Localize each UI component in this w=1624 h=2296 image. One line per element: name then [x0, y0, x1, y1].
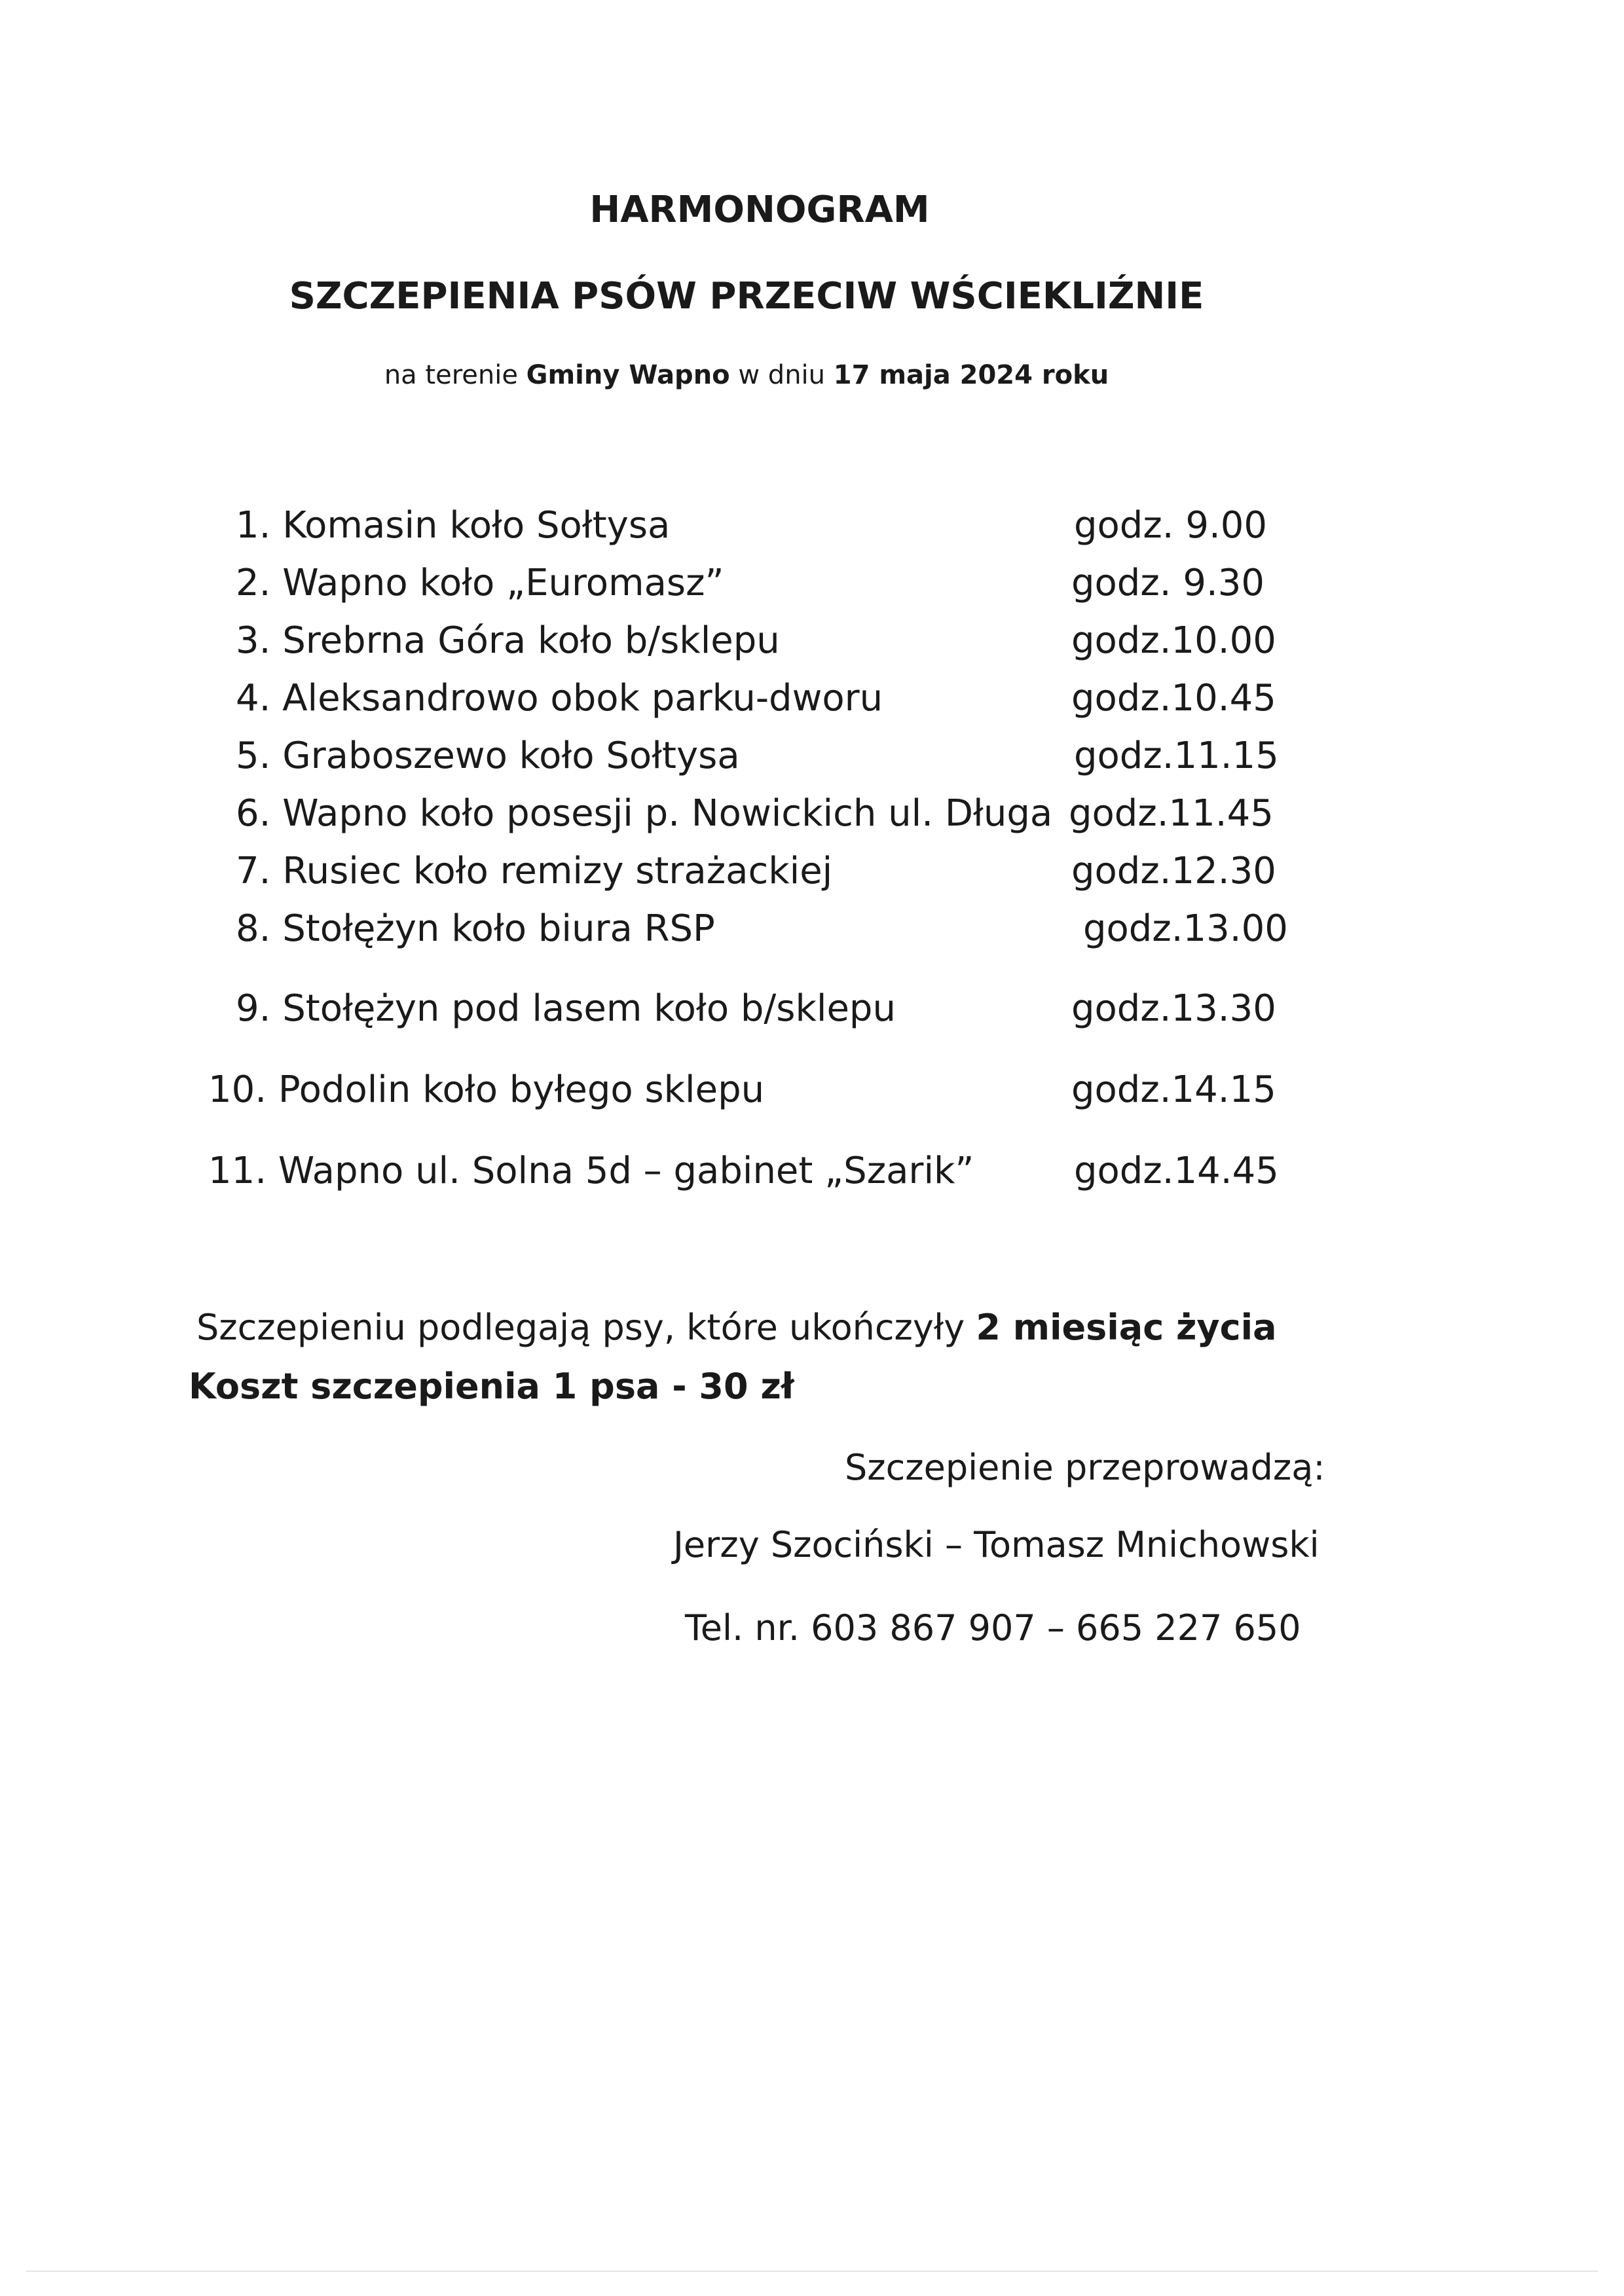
schedule-row — [0, 677, 1624, 729]
eligibility-age: 2 miesiąc życia — [976, 1307, 1277, 1348]
schedule-time: godz.13.00 — [1083, 907, 1288, 950]
schedule-row — [0, 850, 1624, 902]
schedule-time: godz.11.15 — [1074, 735, 1279, 777]
contact-intro: Szczepienie przeprowadzą: — [845, 1447, 1325, 1488]
schedule-time: godz.14.45 — [1074, 1150, 1279, 1192]
schedule-time: godz. 9.00 — [1074, 504, 1268, 547]
schedule-place: 3. Srebrna Góra koło b/sklepu — [236, 619, 780, 662]
cost-note: Koszt szczepienia 1 psa - 30 zł — [189, 1366, 794, 1407]
schedule-place: 1. Komasin koło Sołtysa — [236, 504, 671, 547]
event-date: 17 maja 2024 roku — [833, 360, 1109, 390]
schedule-place: 4. Aleksandrowo obok parku-dworu — [236, 677, 883, 720]
schedule-time: godz.10.45 — [1071, 677, 1276, 720]
date-prefix: w dniu — [729, 360, 834, 390]
schedule-place: 11. Wapno ul. Solna 5d – gabinet „Szarik” — [208, 1150, 974, 1192]
contact-names: Jerzy Szociński – Tomasz Mnichowski — [673, 1524, 1320, 1565]
document-title: HARMONOGRAM — [589, 189, 930, 231]
schedule-time: godz.11.45 — [1069, 792, 1274, 835]
eligibility-note — [196, 1307, 1277, 1348]
schedule-place: 7. Rusiec koło remizy strażackiej — [236, 850, 833, 892]
schedule-place: 10. Podolin koło byłego sklepu — [208, 1068, 765, 1111]
schedule-row — [0, 735, 1624, 787]
schedule-place: 8. Stołężyn koło biura RSP — [236, 907, 715, 950]
schedule-row — [0, 619, 1624, 672]
schedule-place: 5. Graboszewo koło Sołtysa — [236, 735, 740, 777]
schedule-place: 2. Wapno koło „Euromasz” — [236, 562, 724, 604]
eligibility-prefix: Szczepieniu podlegają psy, które ukończyły — [196, 1307, 976, 1348]
schedule-row — [0, 562, 1624, 614]
schedule-row — [0, 792, 1624, 845]
schedule-time: godz.13.30 — [1071, 987, 1276, 1030]
contact-phones: Tel. nr. 603 867 907 – 665 227 650 — [685, 1607, 1301, 1649]
schedule-time: godz.12.30 — [1071, 850, 1276, 892]
schedule-row — [0, 907, 1624, 960]
schedule-row — [0, 1150, 1624, 1202]
schedule-time: godz.14.15 — [1071, 1068, 1276, 1111]
scan-edge-divider — [26, 2270, 1598, 2272]
document-subtitle: SZCZEPIENIA PSÓW PRZECIW WŚCIEKLIŹNIE — [289, 275, 1204, 318]
schedule-time: godz.10.00 — [1071, 619, 1276, 662]
schedule-row — [0, 1068, 1624, 1121]
area-name: Gminy Wapno — [526, 360, 730, 390]
schedule-row — [0, 504, 1624, 556]
area-prefix: na terenie — [384, 360, 526, 390]
area-date-line — [0, 360, 1493, 390]
schedule-row — [0, 987, 1624, 1040]
schedule-time: godz. 9.30 — [1071, 562, 1265, 604]
schedule-place: 9. Stołężyn pod lasem koło b/sklepu — [236, 987, 896, 1030]
schedule-place: 6. Wapno koło posesji p. Nowickich ul. Długa — [236, 792, 1053, 835]
